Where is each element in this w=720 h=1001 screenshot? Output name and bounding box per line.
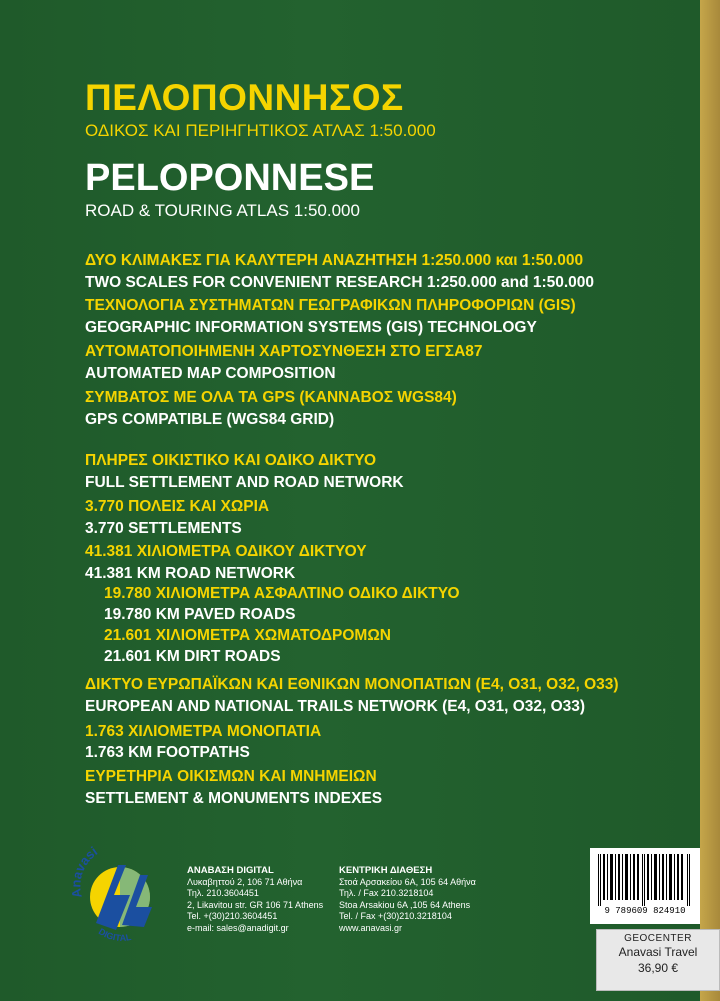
feature-gr: ΔΥΟ ΚΛΙΜΑΚΕΣ ΓΙΑ ΚΑΛΥΤΕΡΗ ΑΝΑΖΗΤΗΣΗ 1:250.000 και 1:50.000 bbox=[85, 252, 584, 269]
feature-en: 1.763 KM FOOTPATHS bbox=[85, 744, 250, 761]
distribution-line: Στοά Αρσακείου 6Α, 105 64 Αθήνα bbox=[339, 876, 476, 887]
feature-en: AUTOMATED MAP COMPOSITION bbox=[85, 365, 336, 382]
logo-text-top: Anavasi bbox=[68, 843, 101, 900]
subtitle-english: ROAD & TOURING ATLAS 1:50.000 bbox=[85, 201, 360, 220]
feature-en: GPS COMPATIBLE (WGS84 GRID) bbox=[85, 411, 335, 428]
publisher-email: e-mail: sales@anadigit.gr bbox=[187, 922, 289, 933]
feature-gr: 19.780 ΧΙΛΙΟΜΕΤΡΑ ΑΣΦΑΛΤΙΝΟ ΟΔΙΚΟ ΔΙΚΤΥΟ bbox=[104, 585, 460, 602]
feature-gr: ΣΥΜΒΑΤΟΣ ΜΕ ΟΛΑ ΤΑ GPS (ΚΑΝΝΑΒΟΣ WGS84) bbox=[85, 389, 457, 406]
feature-gr: ΑΥΤΟΜΑΤΟΠΟΙΗΜΕΝΗ ΧΑΡΤΟΣΥΝΘΕΣΗ ΣΤΟ ΕΓΣΑ87 bbox=[85, 343, 483, 360]
feature-en: 19.780 KM PAVED ROADS bbox=[104, 606, 296, 623]
feature-gr: ΠΛΗΡΕΣ ΟΙΚΙΣΤΙΚΟ ΚΑΙ ΟΔΙΚΟ ΔΙΚΤΥΟ bbox=[85, 452, 377, 469]
feature-gr: 21.601 ΧΙΛΙΟΜΕΤΡΑ ΧΩΜΑΤΟΔΡΟΜΩΝ bbox=[104, 627, 391, 644]
feature-gr: ΕΥΡΕΤΗΡΙΑ ΟΙΚΙΣΜΩΝ ΚΑΙ ΜΝΗΜΕΙΩΝ bbox=[85, 768, 377, 785]
distribution-line: Stoa Arsakiou 6A ,105 64 Athens bbox=[339, 899, 471, 910]
publisher-line: Tel. +(30)210.3604451 bbox=[187, 911, 278, 921]
isbn-barcode bbox=[590, 848, 700, 924]
logo-text-bottom: DIGITAL bbox=[96, 926, 133, 943]
distribution-line: Τηλ. / Fax 210.3218104 bbox=[339, 888, 434, 898]
distribution-line: Tel. / Fax +(30)210.3218104 bbox=[339, 911, 452, 921]
barcode-number: 9 789609 824910 bbox=[604, 906, 686, 916]
publisher-line: Τηλ. 210.3604451 bbox=[187, 888, 259, 898]
barcode-bars bbox=[596, 854, 694, 906]
feature-en: FULL SETTLEMENT AND ROAD NETWORK bbox=[85, 474, 404, 491]
feature-en: TWO SCALES FOR CONVENIENT RESEARCH 1:250.000 and 1:50.000 bbox=[85, 274, 595, 291]
feature-en: GEOGRAPHIC INFORMATION SYSTEMS (GIS) TECHNOLOGY bbox=[85, 319, 537, 336]
publisher-address bbox=[187, 865, 323, 934]
sticker-seller: Anavasi Travel bbox=[618, 945, 698, 959]
feature-en: SETTLEMENT & MONUMENTS INDEXES bbox=[85, 790, 383, 807]
publisher-name: ΑΝΑΒΑΣΗ DIGITAL bbox=[187, 865, 274, 876]
distribution-address bbox=[339, 865, 476, 934]
feature-gr: ΔΙΚΤΥΟ ΕΥΡΩΠΑΪΚΩΝ ΚΑΙ ΕΘΝΙΚΩΝ ΜΟΝΟΠΑΤΙΩΝ (Ε4, Ο31, Ο32, Ο33) bbox=[85, 676, 619, 693]
feature-gr: ΤΕΧΝΟΛΟΓΙΑ ΣΥΣΤΗΜΑΤΩΝ ΓΕΩΓΡΑΦΙΚΩΝ ΠΛΗΡΟΦΟΡΙΩΝ (GIS) bbox=[85, 297, 576, 314]
sticker-price: 36,90 € bbox=[637, 961, 679, 975]
subtitle-greek: ΟΔΙΚΟΣ ΚΑΙ ΠΕΡΙΗΓΗΤΙΚΟΣ ΑΤΛΑΣ 1:50.000 bbox=[85, 121, 436, 140]
title-greek: ΠΕΛΟΠΟΝΝΗΣΟΣ bbox=[85, 77, 404, 118]
feature-en: 41.381 KM ROAD NETWORK bbox=[85, 565, 296, 582]
distribution-website: www.anavasi.gr bbox=[339, 922, 403, 933]
anavasi-digital-logo bbox=[68, 835, 168, 945]
feature-en: 3.770 SETTLEMENTS bbox=[85, 520, 242, 537]
feature-en: 21.601 KM DIRT ROADS bbox=[104, 648, 281, 665]
publisher-line: 2, Likavitou str. GR 106 71 Athens bbox=[187, 899, 324, 910]
title-english: PELOPONNESE bbox=[85, 157, 375, 199]
book-edge bbox=[700, 0, 720, 1001]
feature-gr: 1.763 ΧΙΛΙΟΜΕΤΡΑ ΜΟΝΟΠΑΤΙΑ bbox=[85, 723, 322, 740]
feature-gr: 41.381 ΧΙΛΙΟΜΕΤΡΑ ΟΔΙΚΟΥ ΔΙΚΤΥΟΥ bbox=[85, 543, 367, 560]
publisher-line: Λυκαβηττού 2, 106 71 Αθήνα bbox=[187, 876, 303, 887]
sticker-store: GEOCENTER bbox=[624, 933, 692, 944]
distribution-name: ΚΕΝΤΡΙΚΗ ΔΙΑΘΕΣΗ bbox=[339, 865, 433, 876]
price-sticker bbox=[596, 929, 720, 991]
feature-en: EUROPEAN AND NATIONAL TRAILS NETWORK (E4, O31, O32, O33) bbox=[85, 698, 586, 715]
feature-gr: 3.770 ΠΟΛΕΙΣ ΚΑΙ ΧΩΡΙΑ bbox=[85, 498, 270, 515]
